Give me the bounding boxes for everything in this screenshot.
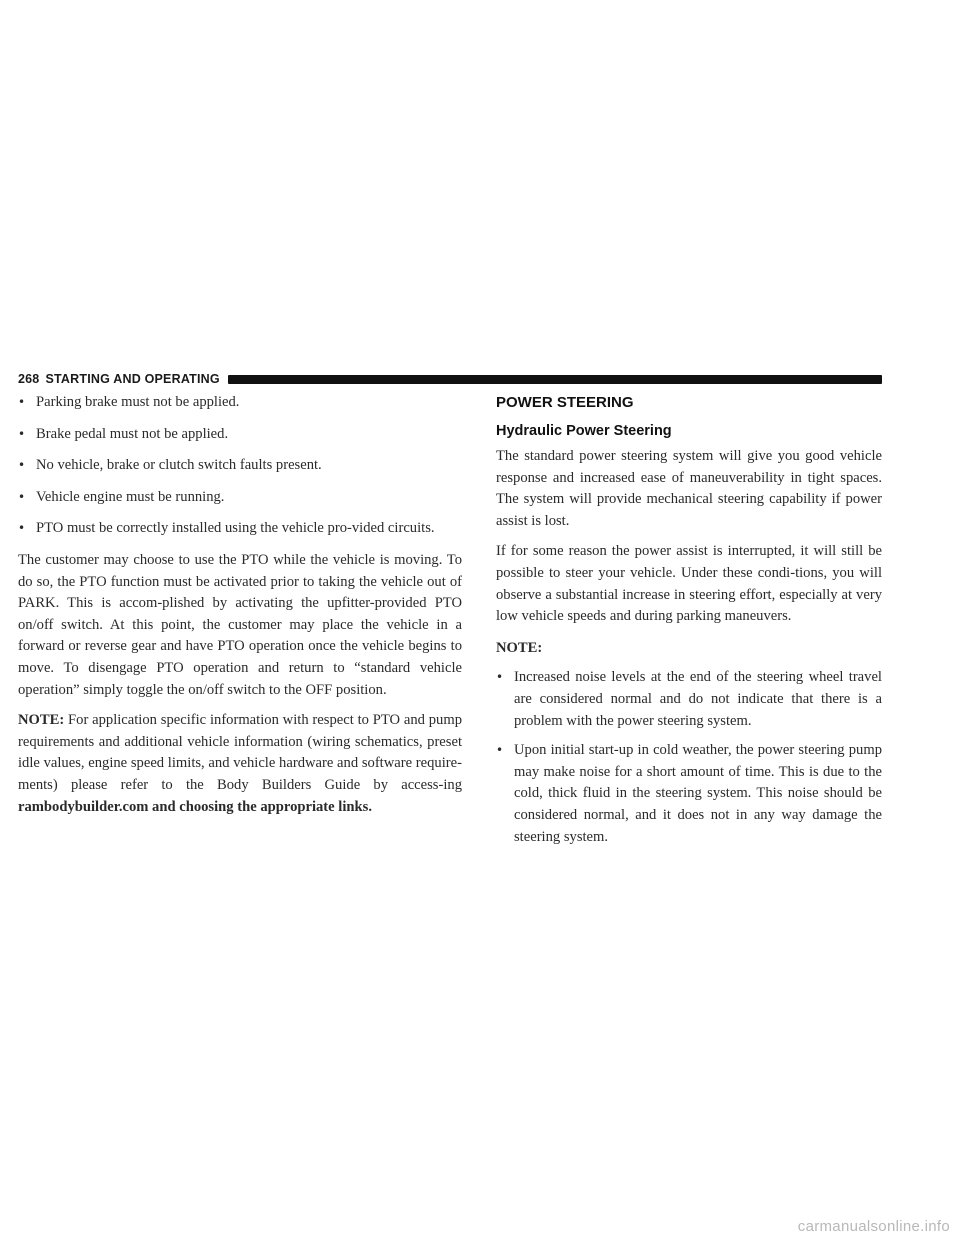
power-steering-heading: POWER STEERING	[496, 394, 634, 411]
list-item: • No vehicle, brake or clutch switch faults present.	[18, 455, 462, 477]
right-column	[496, 392, 882, 856]
note-text: For application specific information with respect to PTO and pump requirements and additional vehicle information (wiring schematics, preset idle values, engine speed limits, and vehicle hardware and software require-ments) please refer to the Body Builders Guide by access-ing	[18, 712, 462, 793]
pto-paragraph: The customer may choose to use the PTO while the vehicle is moving. To do so, the PTO function must be activated prior to taking the vehicle out of PARK. This is accom-plished by activating the upfitter-provided PTO on/off switch. At this point, the customer may place the vehicle in a forward or reverse gear and have PTO operation once the vehicle begins to move. To disengage PTO operation and return to “standard vehicle operation” simply toggle the on/off switch to the OFF position.	[18, 551, 462, 698]
steering-paragraph-1: The standard power steering system will give you good vehicle response and increased ease of maneuverability in tight spaces. The system will provide mechanical steering capability if power assist is lost.	[496, 448, 882, 529]
list-item: • PTO must be correctly installed using the vehicle pro-vided circuits.	[18, 518, 462, 540]
bullet-icon: •	[18, 426, 26, 441]
steering-notes-list	[496, 667, 882, 848]
note-label: NOTE:	[496, 639, 543, 656]
bullet-icon: •	[496, 743, 504, 758]
page-header	[18, 370, 882, 388]
list-item: • Brake pedal must not be applied.	[18, 424, 462, 446]
left-column	[18, 392, 462, 827]
list-item: • Increased noise levels at the end of the steering wheel travel are considered normal and do not indicate that there is a problem with the power steering system.	[496, 669, 882, 729]
bullet-icon: •	[18, 489, 26, 504]
steering-paragraph-2: If for some reason the power assist is interrupted, it will still be possible to steer your vehicle. Under these condi-tions, you will observe a substantial increase in steering effort, especially at very low vehicle speeds and during parking maneuvers.	[496, 543, 882, 625]
bullet-icon: •	[496, 670, 504, 685]
list-item: • Vehicle engine must be running.	[18, 487, 462, 509]
pto-note	[18, 710, 462, 818]
bullet-icon: •	[18, 395, 26, 409]
requirements-list	[18, 392, 462, 540]
watermark: carmanualsonline.info	[797, 1218, 950, 1235]
page-number: 268	[18, 372, 40, 386]
body-builder-link-text: rambodybuilder.com and choosing the appropriate links.	[18, 798, 372, 815]
section-title: STARTING AND OPERATING	[45, 372, 220, 386]
list-item: • Parking brake must not be applied.	[18, 392, 462, 414]
hydraulic-power-steering-heading: Hydraulic Power Steering	[496, 423, 672, 439]
note-label: NOTE:	[18, 712, 65, 729]
bullet-icon: •	[18, 458, 26, 473]
bullet-icon: •	[18, 521, 26, 536]
header-rule	[228, 375, 882, 384]
list-item: • Upon initial start-up in cold weather, the power steering pump may make noise for a short amount of time. This is due to the cold, thick fluid in the steering system. This noise should be considered normal, and it does not in any way damage the steering system.	[496, 742, 882, 845]
